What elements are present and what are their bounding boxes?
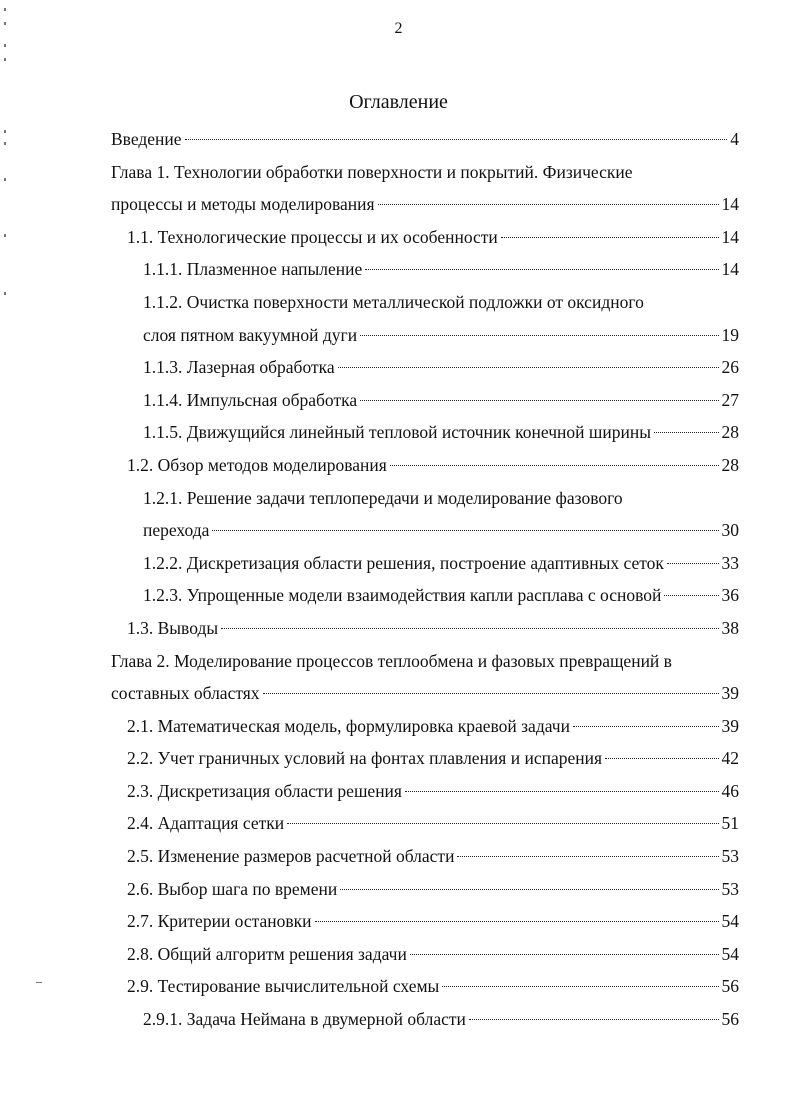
toc-entry-1-1-2[interactable] — [111, 286, 739, 351]
toc-entry-text: 1.1.5. Движущийся линейный тепловой источник конечной ширины — [143, 422, 651, 443]
toc-page-number: 46 — [721, 780, 739, 801]
toc-entry-text: 2.5. Изменение размеров расчетной области — [127, 846, 455, 867]
dot-leader — [410, 954, 719, 955]
toc-entry-2-7[interactable] — [111, 905, 739, 938]
dot-leader — [390, 465, 719, 466]
page-number: 2 — [394, 20, 403, 37]
toc-entry-1-2-3[interactable] — [111, 579, 739, 612]
toc-entry-1-1-4[interactable] — [111, 384, 739, 417]
toc-page-number: 38 — [721, 617, 739, 638]
toc-page-number: 33 — [721, 552, 739, 573]
toc-entry-text: составных областях — [111, 683, 260, 704]
dot-leader — [315, 921, 719, 922]
dot-leader — [340, 889, 718, 890]
dot-leader — [442, 986, 718, 987]
dot-leader — [664, 595, 718, 596]
dot-leader — [469, 1019, 719, 1020]
toc-entry-text: 2.7. Критерии остановки — [127, 911, 312, 932]
dot-leader — [378, 204, 719, 205]
toc-page-number: 28 — [721, 422, 739, 443]
toc-entry-2-6[interactable] — [111, 873, 739, 906]
dot-leader — [573, 726, 719, 727]
toc-entry-chapter-1[interactable] — [111, 156, 739, 221]
dot-leader — [185, 139, 728, 140]
toc-page-number: 19 — [721, 324, 739, 345]
dot-leader — [338, 367, 719, 368]
toc-entry-text: 1.1.4. Импульсная обработка — [143, 389, 358, 410]
toc-entry-text: 2.3. Дискретизация области решения — [127, 780, 402, 801]
dot-leader — [263, 693, 719, 694]
toc-page-number: 36 — [721, 585, 739, 606]
toc-entry-1-1-1[interactable] — [111, 253, 739, 286]
dot-leader — [360, 335, 718, 336]
dot-leader — [501, 237, 719, 238]
toc-page-number: 56 — [721, 976, 739, 997]
toc-entry-1-2[interactable] — [111, 449, 739, 482]
toc-entry-1-2-2[interactable] — [111, 547, 739, 580]
table-of-contents — [111, 123, 739, 1036]
toc-page-number: 14 — [721, 194, 739, 215]
scan-margin-marks — [4, 0, 14, 1093]
toc-entry-2-9-1[interactable] — [111, 1003, 739, 1036]
toc-entry-chapter-2[interactable] — [111, 645, 739, 710]
dot-leader — [365, 269, 718, 270]
toc-page-number: 51 — [721, 813, 739, 834]
toc-page-number: 53 — [721, 846, 739, 867]
toc-entry-text: 1.3. Выводы — [127, 617, 219, 638]
toc-entry-text-line1: 1.1.2. Очистка поверхности металлической подложки от оксидного — [143, 291, 644, 312]
toc-entry-text: 1.2.3. Упрощенные модели взаимодействия капли расплава с основой — [143, 585, 662, 606]
toc-entry-text: слоя пятном вакуумной дуги — [143, 324, 358, 345]
toc-entry-text: 1.2. Обзор методов моделирования — [127, 454, 387, 475]
toc-page-number: 4 — [730, 129, 739, 149]
dot-leader — [605, 758, 718, 759]
toc-page-number: 14 — [721, 226, 739, 247]
toc-entry-text: процессы и методы моделирования — [111, 194, 375, 215]
toc-page-number: 14 — [721, 259, 739, 280]
toc-entry-2-1[interactable] — [111, 710, 739, 743]
dot-leader — [667, 563, 719, 564]
toc-entry-text: перехода — [143, 520, 210, 541]
toc-entry-text: Введение — [111, 129, 182, 149]
toc-entry-1-3[interactable] — [111, 612, 739, 645]
dot-leader — [212, 530, 718, 531]
toc-entry-text: 1.1. Технологические процессы и их особенности — [127, 226, 498, 247]
toc-entry-text: 1.2.2. Дискретизация области решения, построение адаптивных сеток — [143, 552, 664, 573]
dot-leader — [405, 791, 719, 792]
toc-page-number: 42 — [721, 748, 739, 769]
toc-entry-text-line1: 1.2.1. Решение задачи теплопередачи и моделирование фазового — [143, 487, 623, 508]
toc-entry-text-line1: Глава 1. Технологии обработки поверхности и покрытий. Физические — [111, 161, 633, 182]
toc-page-number: 54 — [721, 911, 739, 932]
toc-page-number: 53 — [721, 878, 739, 899]
toc-page-number: 39 — [721, 715, 739, 736]
toc-entry-introduction[interactable] — [111, 123, 739, 156]
toc-page-number: 39 — [721, 683, 739, 704]
toc-entry-text: 2.8. Общий алгоритм решения задачи — [127, 943, 407, 964]
toc-entry-text: 1.1.3. Лазерная обработка — [143, 357, 335, 378]
toc-page-number: 27 — [721, 389, 739, 410]
toc-entry-text: 2.4. Адаптация сетки — [127, 813, 285, 834]
dot-leader — [654, 432, 719, 433]
toc-title: Оглавление — [349, 91, 448, 113]
dot-leader — [287, 823, 718, 824]
toc-entry-text: 2.9. Тестирование вычислительной схемы — [127, 976, 440, 997]
toc-entry-1-2-1[interactable] — [111, 482, 739, 547]
toc-entry-text: 1.1.1. Плазменное напыление — [143, 259, 363, 280]
toc-page-number: 28 — [721, 454, 739, 475]
toc-entry-1-1-5[interactable] — [111, 416, 739, 449]
toc-page-number: 26 — [721, 357, 739, 378]
dot-leader — [221, 628, 718, 629]
toc-entry-text: 2.1. Математическая модель, формулировка краевой задачи — [127, 715, 570, 736]
toc-page-number: 56 — [721, 1009, 739, 1030]
toc-entry-2-9[interactable] — [111, 970, 739, 1003]
toc-entry-2-5[interactable] — [111, 840, 739, 873]
toc-entry-1-1-3[interactable] — [111, 351, 739, 384]
toc-entry-2-8[interactable] — [111, 938, 739, 971]
dot-leader — [457, 856, 718, 857]
toc-entry-text: 2.2. Учет граничных условий на фонтах плавления и испарения — [127, 748, 603, 769]
toc-entry-2-2[interactable] — [111, 742, 739, 775]
toc-entry-2-4[interactable] — [111, 807, 739, 840]
toc-entry-text-line1: Глава 2. Моделирование процессов теплообмена и фазовых превращений в — [111, 650, 672, 671]
toc-entry-text: 2.9.1. Задача Неймана в двумерной области — [143, 1009, 466, 1030]
toc-entry-text: 2.6. Выбор шага по времени — [127, 878, 338, 899]
toc-page-number: 30 — [721, 520, 739, 541]
toc-page-number: 54 — [721, 943, 739, 964]
dot-leader — [360, 400, 718, 401]
toc-entry-1-1[interactable] — [111, 221, 739, 254]
toc-entry-2-3[interactable] — [111, 775, 739, 808]
